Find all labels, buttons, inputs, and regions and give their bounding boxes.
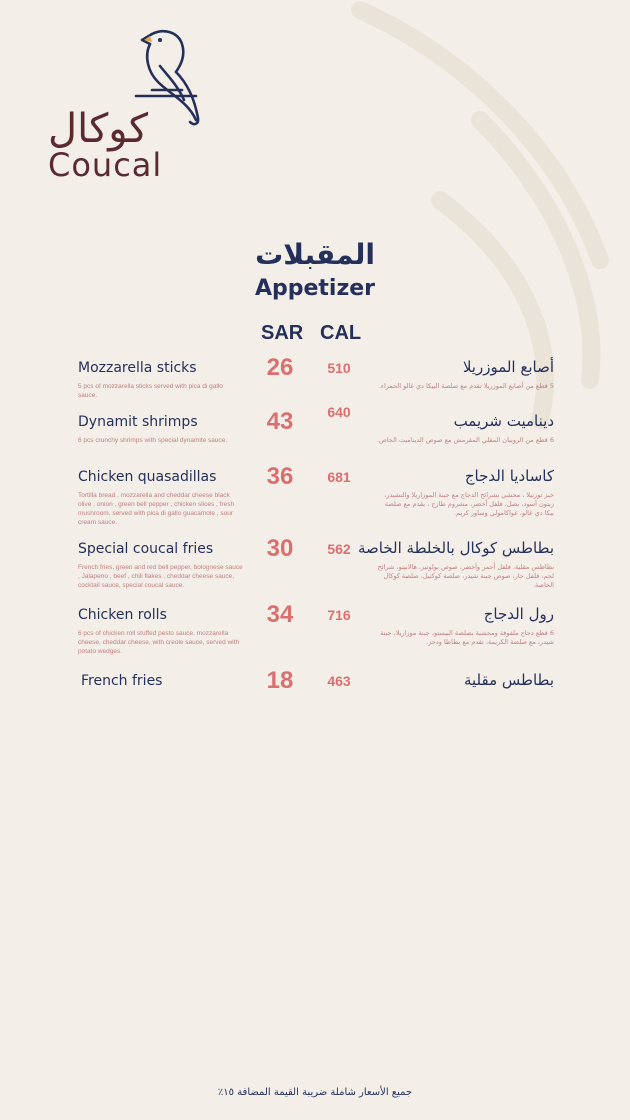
section-title-english: Appetizer <box>254 276 376 301</box>
vat-footer-note: جميع الأسعار شاملة ضريبة القيمة المضافة ١٥٪ <box>217 1087 413 1098</box>
item-name-arabic: رول الدجاج <box>483 605 554 623</box>
brand-name-arabic: كوكال <box>48 106 148 152</box>
item-price: 18 <box>266 667 294 694</box>
item-calories: 716 <box>327 607 351 623</box>
item-price: 34 <box>266 601 294 628</box>
item-price: 26 <box>266 354 294 381</box>
item-description-english: 6 pcs crunchy shrimps with special dynamite sauce. <box>78 437 228 444</box>
item-description-english: 6 pcs of chicken roll stuffed pesto sauce, mozzarella cheese, cheddar cheese, with creole sauce, served with potato wedges. <box>78 630 240 655</box>
item-calories: 681 <box>327 469 351 485</box>
item-description-arabic: 6 قطع دجاج ملفوفة ومحشية بصلصة البيستو، جبنة موزاريلا، جبنة شيدر، مع صلصة الكريمة، تقدم مع بطاطا ودجز. <box>380 629 554 646</box>
item-calories: 562 <box>327 541 351 557</box>
section-title-arabic: المقبلات <box>255 238 375 271</box>
price-column-header: SAR <box>261 322 304 344</box>
item-name-arabic: بطاطس كوكال بالخلطة الخاصة <box>358 539 554 557</box>
item-name-arabic: ديناميت شريمب <box>453 412 554 430</box>
item-name-english: Special coucal fries <box>78 541 214 557</box>
item-description-arabic: 6 قطع من الروبيان المقلي المقرمش مع صوص الديناميت الخاص. <box>376 436 554 444</box>
item-price: 30 <box>266 535 294 562</box>
item-description-arabic: بطاطس مقلية، فلفل أحمر وأخضر، صوص بولونيز، هالابينو، شرائح لحم، فلفل حار، صوص جبنة شيدر، صلصة كوكتيل، صلصة كوكال الخاصة. <box>377 563 554 589</box>
menu-item <box>0 667 630 733</box>
menu-item <box>0 535 630 601</box>
item-name-english: Chicken rolls <box>78 607 167 623</box>
item-description-english: French fries, green and red bell pepper, bolognese sauce , Jalapeno , beef , chili flakes , cheddar cheese sauce, cocktail sauce, special coucal sauce. <box>78 564 243 589</box>
brand-name-english: Coucal <box>48 146 163 184</box>
item-name-arabic: أصابع الموزريلا <box>462 358 554 376</box>
calories-column-header: CAL <box>320 322 362 344</box>
menu-item <box>0 463 630 529</box>
item-name-english: Mozzarella sticks <box>78 360 197 376</box>
menu-item <box>0 601 630 667</box>
item-name-arabic: بطاطس مقلية <box>463 671 554 689</box>
item-name-english: Chicken quasadillas <box>78 469 217 485</box>
item-description-english: 5 pcs of mozzarella sticks served with pica di gallo sauce. <box>78 383 223 399</box>
item-price: 36 <box>266 463 294 490</box>
item-name-english: Dynamit shrimps <box>78 414 198 430</box>
item-name-english: French fries <box>81 673 163 689</box>
item-description-arabic: 5 قطع من أصابع الموزريلا تقدم مع صلصة البيكا دي غالو الحمراء. <box>378 382 554 390</box>
item-description-english: Tortilla bread , mozzarella and cheddar cheese black olive , onion , green bell pepper , chicken slices , fresh mushroom, served with pica di gallo guacamole , sour cream sauce. <box>78 492 235 526</box>
item-calories: 510 <box>327 360 351 376</box>
item-name-arabic: كاساديا الدجاج <box>464 467 554 485</box>
item-price: 43 <box>266 408 294 435</box>
item-calories: 640 <box>327 404 351 420</box>
brand-logo <box>22 22 222 182</box>
item-description-arabic: خبز تورتيلا ، محشي بشرائح الدجاج مع جبنة الموزاريلا والتشيدر، زيتون أسود، بصل، فلفل أخضر، مشروم طازج ، يقدم مع صلصة بيكا دي غالو، غواكامولي وساور كريم. <box>384 491 554 517</box>
menu-item <box>0 404 630 474</box>
item-calories: 463 <box>327 673 351 689</box>
